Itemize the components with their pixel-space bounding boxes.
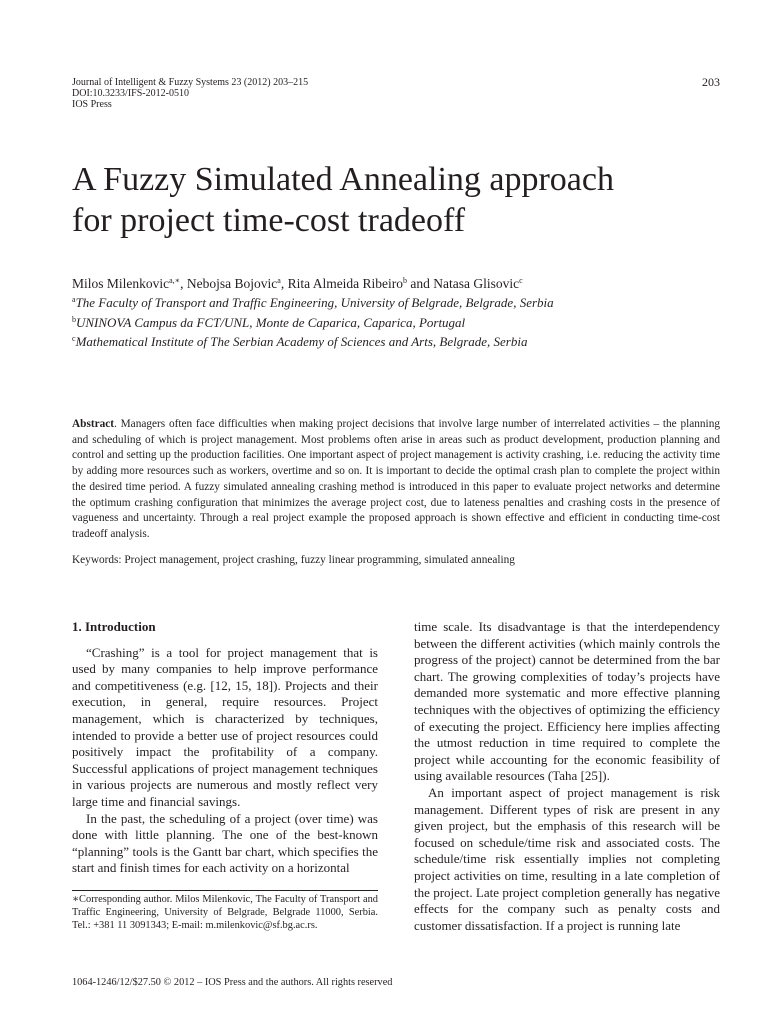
abstract-label: Abstract bbox=[72, 418, 115, 430]
journal-header bbox=[72, 77, 308, 110]
paragraph: An important aspect of project management is risk management. Different types of risk are present in any given project, but the emphasis of this research will be focused on schedule/time risk and associated costs. The schedule/time risk essentially implies not completing project activities on time, resulting in a late completion of the project. Late project completion generally has negative effects for the company such as penalty costs and customer dissatisfaction. If a project is running late bbox=[414, 784, 720, 933]
affiliation-mark: c bbox=[72, 334, 76, 343]
author-list: Milos Milenkovic$^{a,∗}$, Nebojsa Bojovic$^a$, Rita Almeida Ribeiro$^b$ and Natasa Glisovic$^c$ bbox=[72, 276, 523, 291]
footnote-rule bbox=[72, 890, 378, 891]
affiliation-text: Mathematical Institute of The Serbian Academy of Sciences and Arts, Belgrade, Serbia bbox=[75, 334, 528, 349]
author-name: Nebojsa Bojovic bbox=[186, 276, 278, 291]
abstract bbox=[72, 417, 720, 543]
paragraph: time scale. Its disadvantage is that the interdependency between the different activities (which mainly controls the progress of the project) cannot be determined from the bar chart. The growing complexities of today’s projects have demanded more systematic and more effective planning techniques with the objectives of optimizing the efficiency of executing the project. Efficiency here implies affecting the utmost reduction in time required to complete the project while accounting for the economic feasibility of using available resources (Taha [25]). bbox=[414, 619, 720, 784]
title-line-1: A Fuzzy Simulated Annealing approach bbox=[72, 161, 614, 198]
author-affil-mark: a,∗ bbox=[169, 276, 181, 285]
author-name: Rita Almeida Ribeiro bbox=[287, 276, 404, 291]
affiliation-text: The Faculty of Transport and Traffic Engineering, University of Belgrade, Belgrade, Serbia bbox=[75, 295, 554, 310]
author-affil-mark: a bbox=[277, 276, 281, 285]
title-line-2: for project time-cost tradeoff bbox=[72, 202, 466, 239]
affiliation bbox=[72, 292, 554, 312]
affiliation bbox=[72, 312, 554, 332]
copyright-line: 1064-1246/12/$27.50 © 2012 – IOS Press and the authors. All rights reserved bbox=[72, 977, 393, 988]
author-affil-mark: c bbox=[519, 276, 523, 285]
publisher: IOS Press bbox=[72, 99, 112, 110]
abstract-text: . Managers often face difficulties when making project decisions that involve large number of interrelated activities – the planning and scheduling of which is project management. Most problems often arise in areas such as product development, production planning and control and setting up the production facilities. One important aspect of project management is activity crashing, i.e. reducing the activity time by adding more resources such as workers, overtime and so on. It is important to decide the optimal crash plan to complete the project within the desired time period. A fuzzy simulated annealing crashing method is introduced in this paper to evaluate project networks and determine the optimum crashing configuration that minimizes the average project cost, due to lateness penalties and crashing costs in the presence of vagueness and uncertainty. Through a real project example the proposed approach is shown effective and efficient in conducting time-cost tradeoff analysis. bbox=[72, 418, 720, 540]
right-column bbox=[414, 619, 720, 934]
section-heading: 1. Introduction bbox=[72, 619, 156, 634]
author-conjunction: and bbox=[407, 276, 434, 291]
affiliation bbox=[72, 331, 554, 351]
affiliation-mark: a bbox=[72, 295, 76, 304]
doi: DOI:10.3233/IFS-2012-0510 bbox=[72, 88, 189, 99]
paragraph: “Crashing” is a tool for project management that is used by many companies to help improve performance and competitiveness (e.g. [12, 15, 18]). Projects and their execution, in general, require resources. Project management, which is characterized by techniques, intended to provide a better use of project resources could positively impact the profitability of a company. Successful applications of project management techniques in various projects are numerous and mostly reflect very large time and financial savings. bbox=[72, 644, 378, 809]
author-name: Milos Milenkovic bbox=[72, 276, 170, 291]
corresponding-author-footnote: ∗Corresponding author. Milos Milenkovic, The Faculty of Transport and Traffic Engineering, University of Belgrade, Belgrade 11000, Serbia. Tel.: +381 11 3091343; E-mail: m.milenkovic@sf.bg.ac.rs. bbox=[72, 894, 378, 932]
left-column bbox=[72, 619, 378, 877]
journal-citation: Journal of Intelligent & Fuzzy Systems 23 (2012) 203–215 bbox=[72, 77, 309, 88]
paragraph: In the past, the scheduling of a project (over time) was done with little planning. The one of the best-known “planning” tools is the Gantt bar chart, which specifies the start and finish times for each activity on a horizontal bbox=[72, 810, 378, 876]
affiliation-text: UNINOVA Campus da FCT/UNL, Monte de Caparica, Caparica, Portugal bbox=[76, 314, 466, 330]
author-name: Natasa Glisovic bbox=[433, 276, 520, 291]
author-affil-mark: b bbox=[403, 276, 408, 285]
keywords: Keywords: Project management, project crashing, fuzzy linear programming, simulated annealing bbox=[72, 554, 515, 566]
page-number: 203 bbox=[702, 75, 720, 89]
paper-title bbox=[72, 159, 732, 241]
affiliation-mark: b bbox=[72, 314, 76, 324]
affiliations bbox=[72, 292, 554, 351]
